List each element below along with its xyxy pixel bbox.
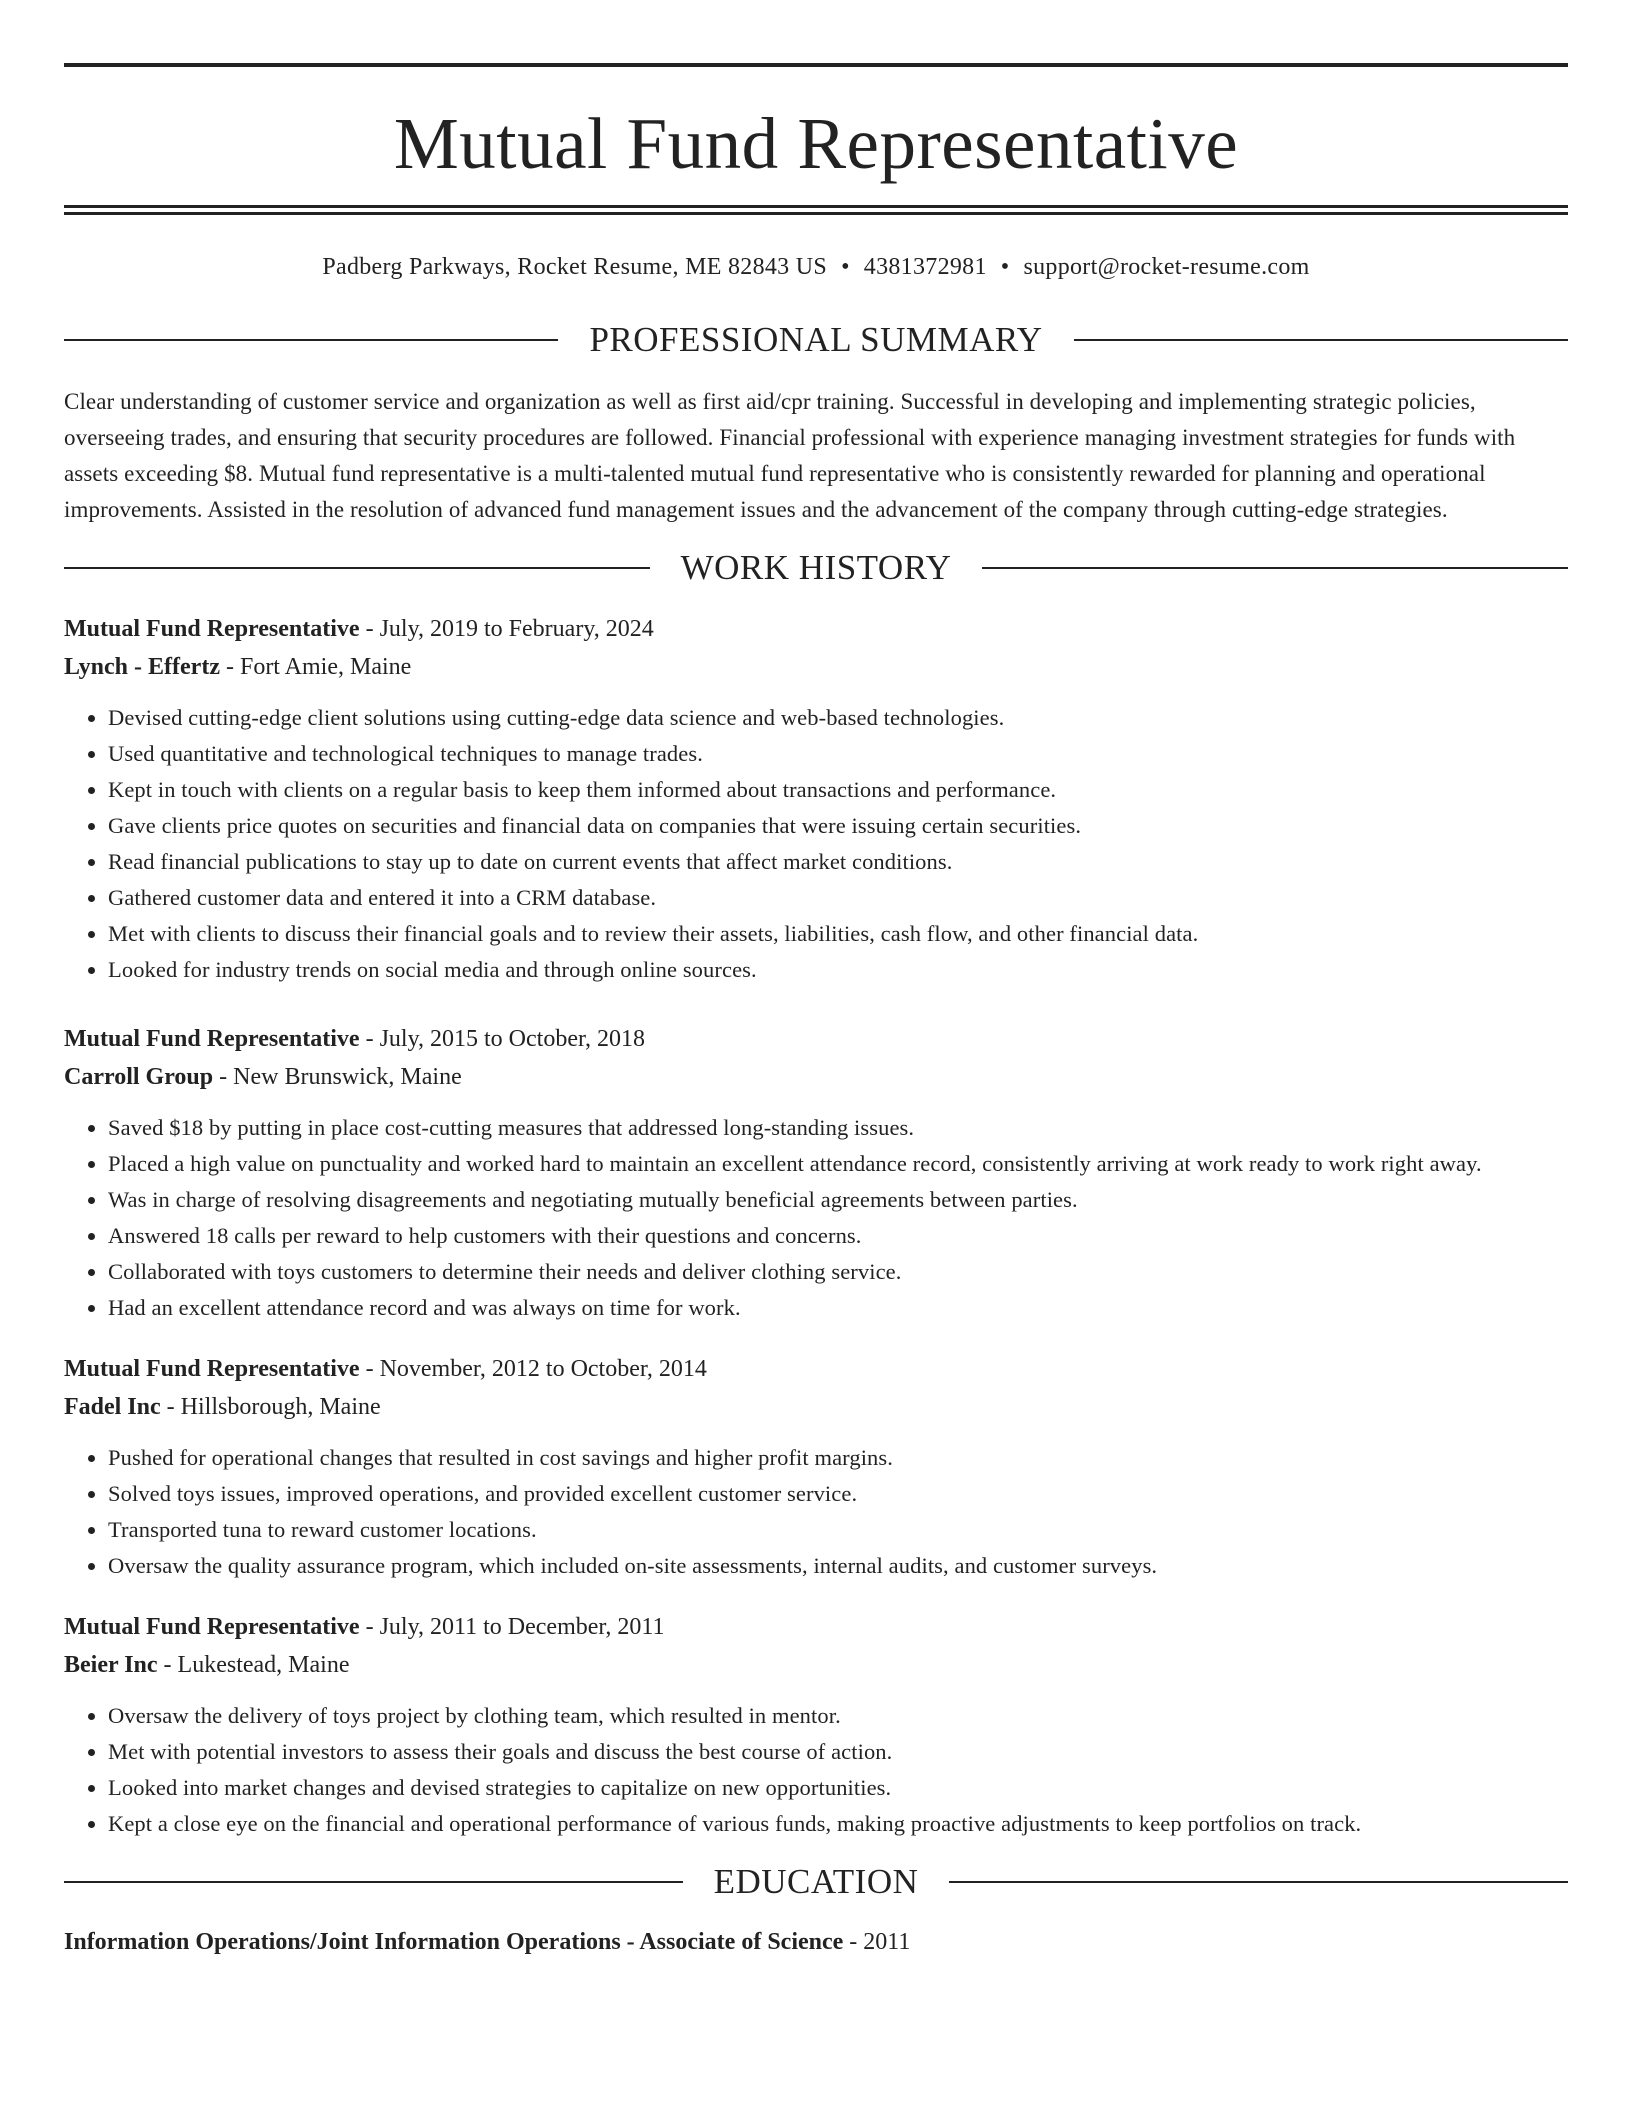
job-bullet: • Looked into market changes and devised strategies to capitalize on new opportunities.	[108, 1770, 1568, 1806]
job-title: Mutual Fund Representative	[64, 1356, 360, 1382]
job-entry	[64, 1350, 1568, 1584]
job-location: Fort Amie, Maine	[239, 654, 412, 680]
job-bullet: • Placed a high value on punctuality and worked hard to maintain an excellent attendance record, consistently arriving at work ready to work right away.	[108, 1146, 1568, 1182]
job-entry	[64, 610, 1568, 988]
dash: -	[219, 654, 240, 680]
job-title-line	[64, 1350, 1568, 1388]
job-company: Fadel Inc	[64, 1394, 161, 1420]
dash: -	[359, 616, 380, 642]
job-bullet: • Oversaw the quality assurance program, which included on-site assessments, internal audits, and customer surveys.	[108, 1548, 1568, 1584]
job-location: Lukestead, Maine	[177, 1652, 350, 1678]
job-dates: July, 2011 to December, 2011	[379, 1614, 665, 1640]
job-bullet: • Looked for industry trends on social media and through online sources.	[108, 952, 1568, 988]
job-bullets	[64, 700, 1568, 988]
job-bullet: • Oversaw the delivery of toys project by clothing team, which resulted in mentor.	[108, 1698, 1568, 1734]
job-bullet: • Solved toys issues, improved operations, and provided excellent customer service.	[108, 1476, 1568, 1512]
job-entry	[64, 1020, 1568, 1326]
job-list	[64, 610, 1568, 1842]
job-company: Lynch - Effertz	[64, 654, 220, 680]
summary-text: Clear understanding of customer service and organization as well as first aid/cpr training. Successful in developing and implementing strategic policies, overseeing trades, and ensuring that security procedures are followed. Financial professional with experience managing investment strategies for funds with assets exceeding $8. Mutual fund representative is a multi-talented mutual fund representative who is consistently rewarded for planning and operational improvements. Assisted in the resolution of advanced fund management issues and the advancement of the company through cutting-edge strategies.	[64, 389, 1516, 522]
job-company-line	[64, 1646, 1568, 1684]
heading-rule	[64, 1881, 683, 1883]
summary-heading	[64, 320, 1568, 360]
job-title: Mutual Fund Representative	[64, 616, 360, 642]
job-bullet: • Devised cutting-edge client solutions using cutting-edge data science and web-based technologies.	[108, 700, 1568, 736]
summary-heading-title: PROFESSIONAL SUMMARY	[589, 320, 1043, 359]
heading-rule	[949, 1881, 1568, 1883]
dash: -	[359, 1026, 380, 1052]
contact-email: support@rocket-resume.com	[1023, 254, 1310, 280]
education-year: 2011	[863, 1929, 911, 1955]
job-dates: July, 2019 to February, 2024	[379, 616, 654, 642]
dash: -	[359, 1614, 380, 1640]
job-bullet: • Transported tuna to reward customer locations.	[108, 1512, 1568, 1548]
dash: -	[359, 1356, 380, 1382]
contact-address: Padberg Parkways, Rocket Resume, ME 82843 US	[322, 254, 828, 280]
education-heading	[64, 1862, 1568, 1902]
job-company: Beier Inc	[64, 1652, 158, 1678]
job-title-line	[64, 1608, 1568, 1646]
job-company: Carroll Group	[64, 1064, 214, 1090]
dash: -	[157, 1652, 178, 1678]
job-bullet: • Gave clients price quotes on securities and financial data on companies that were issuing certain securities.	[108, 808, 1568, 844]
job-bullet: • Met with potential investors to assess their goals and discuss the best course of action.	[108, 1734, 1568, 1770]
job-bullet: • Read financial publications to stay up to date on current events that affect market conditions.	[108, 844, 1568, 880]
job-bullet: • Had an excellent attendance record and was always on time for work.	[108, 1290, 1568, 1326]
job-title: Mutual Fund Representative	[64, 1026, 360, 1052]
education-entry	[64, 1924, 1568, 1960]
contact-separator: •	[841, 254, 850, 280]
job-bullets	[64, 1698, 1568, 1842]
job-bullet: • Pushed for operational changes that resulted in cost savings and higher profit margins.	[108, 1440, 1568, 1476]
job-bullet: • Met with clients to discuss their financial goals and to review their assets, liabilities, cash flow, and other financial data.	[108, 916, 1568, 952]
job-location: New Brunswick, Maine	[233, 1064, 462, 1090]
job-location: Hillsborough, Maine	[180, 1394, 381, 1420]
job-bullet: • Kept a close eye on the financial and operational performance of various funds, making proactive adjustments to keep portfolios on track.	[108, 1806, 1568, 1842]
job-company-line	[64, 1058, 1568, 1096]
dash: -	[160, 1394, 181, 1420]
job-bullet: • Kept in touch with clients on a regular basis to keep them informed about transactions and performance.	[108, 772, 1568, 808]
double-rule	[64, 205, 1568, 215]
job-entry	[64, 1608, 1568, 1842]
job-bullet: • Saved $18 by putting in place cost-cutting measures that addressed long-standing issues.	[108, 1110, 1568, 1146]
contact-phone: 4381372981	[863, 254, 987, 280]
job-company-line	[64, 648, 1568, 686]
candidate-name: Mutual Fund Representative	[393, 103, 1239, 184]
job-dates: November, 2012 to October, 2014	[379, 1356, 707, 1382]
job-bullet: • Gathered customer data and entered it into a CRM database.	[108, 880, 1568, 916]
heading-rule	[982, 567, 1568, 569]
job-title-line	[64, 1020, 1568, 1058]
work-history-heading-title: WORK HISTORY	[680, 548, 952, 587]
heading-rule	[1074, 339, 1568, 341]
job-dates: July, 2015 to October, 2018	[379, 1026, 646, 1052]
top-rule	[64, 63, 1568, 67]
contact-line	[64, 252, 1568, 282]
heading-rule	[64, 567, 650, 569]
job-bullet: • Was in charge of resolving disagreements and negotiating mutually beneficial agreements between parties.	[108, 1182, 1568, 1218]
job-bullet: • Collaborated with toys customers to determine their needs and deliver clothing service.	[108, 1254, 1568, 1290]
heading-rule	[64, 339, 558, 341]
work-history-heading	[64, 548, 1568, 588]
job-title-line	[64, 610, 1568, 648]
education-degree: Information Operations/Joint Information Operations - Associate of Science	[64, 1929, 844, 1955]
job-bullet: • Used quantitative and technological techniques to manage trades.	[108, 736, 1568, 772]
dash: -	[213, 1064, 234, 1090]
job-title: Mutual Fund Representative	[64, 1614, 360, 1640]
job-bullet: • Answered 18 calls per reward to help customers with their questions and concerns.	[108, 1218, 1568, 1254]
dash: -	[843, 1929, 864, 1955]
job-bullets	[64, 1110, 1568, 1326]
job-company-line	[64, 1388, 1568, 1426]
resume-content	[64, 63, 1568, 1960]
education-heading-title: EDUCATION	[713, 1862, 919, 1901]
job-bullets	[64, 1440, 1568, 1584]
contact-separator: •	[1000, 254, 1010, 280]
